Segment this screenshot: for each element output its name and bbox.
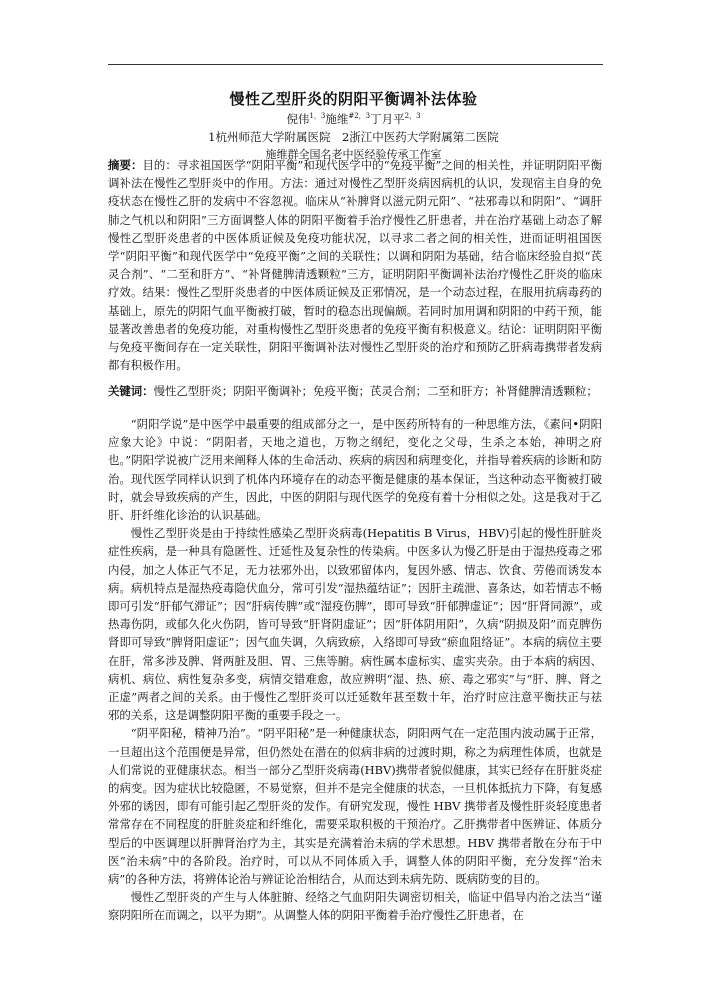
author-line	[0, 111, 707, 127]
author-2: 施维	[325, 112, 349, 126]
paper-title: 慢性乙型肝炎的阴阳平衡调补法体验	[229, 90, 478, 108]
abstract-label: 摘要：	[108, 158, 143, 172]
affiliations: 1杭州师范大学附属医院 2浙江中医药大学附属第二医院	[208, 130, 499, 144]
abstract	[108, 156, 602, 374]
author-1: 倪伟	[286, 112, 310, 126]
keywords-label: 关键词：	[108, 384, 154, 398]
author-3-affiliation: 2，3	[404, 112, 421, 121]
paragraph: “阴阳学说”是中医学中最重要的组成部分之一，是中医药所特有的一种思维方法，《素问•阴阳应象大论》中说：“阴阳者，天地之道也，万物之纲纪，变化之父母，生杀之本始，神明之府也。”阴阳学说被广泛用来阐释人体的生命活动、疾病的病因和病理变化，并指导着疾病的诊断和防治。现代医学同样认识到了机体内环境存在的动态平衡是健康的基本保证，当这种动态平衡被打破时，就会导致疾病的产生，因此，中医的阴阳与现代医学的免疫有着十分相似之处。这是我对于乙肝、肝纤维化诊治的认识基础。	[108, 417, 602, 523]
paragraph: 慢性乙型肝炎的产生与人体脏腑、经络之气血阴阳失调密切相关，临证中倡导内治之法当“谨察阴阳所在而调之，以平为期”。从调整人体的阴阳平衡着手治疗慢性乙肝患者，在	[108, 890, 602, 923]
paragraph: 慢性乙型肝炎是由于持续性感染乙型肝炎病毒(Hepatitis B Virus，HBV)引起的慢性肝脏炎症性疾病，是一种具有隐匿性、迁延性及复杂性的传染病。中医多认为慢乙肝是由于湿热疫毒之邪内侵，加之人体正气不足，无力祛邪外出，以致邪留体内，复因外感、情志、饮食、劳倦而诱发本病。病机特点是湿热疫毒隐伏血分，常可引发“湿热蕴结证”；因肝主疏泄、喜条达，如若情志不畅即可引发“肝郁气滞证”；因“肝病传脾”或“湿疫伤脾”，即可导致“肝郁脾虚证”；因“肝肾同源”，或热毒伤阴，或郁久化火伤阴，皆可导致“肝肾阴虚证”；因“肝体阴用阳”，久病“阴损及阳”而克脾伤肾即可导致“脾肾阳虚证”；因气血失调，久病致瘀，入络即可导致“瘀血阻络证”。本病的病位主要在肝，常多涉及脾、肾两脏及胆、胃、三焦等腑。病性属本虚标实、虚实夹杂。由于本病的病因、病机、病位、病性复杂多变，病情交错难愈，故应辨明“湿、热、瘀、毒之邪实”与“肝、脾、肾之正虚”两者之间的关系。由于慢性乙型肝炎可以迁延数年甚至数十年，治疗时应注意平衡扶正与祛邪的关系，这是调整阴阳平衡的重要手段之一。	[108, 526, 602, 723]
keywords	[108, 382, 602, 400]
body-text	[108, 415, 602, 925]
institution: 施维群全国名老中医经验传承工作室	[265, 148, 442, 161]
abstract-text: 目的：寻求祖国医学“阴阳平衡”和现代医学中的“免疫平衡”之间的相关性，并证明阴阳平衡调补法在慢性乙型肝炎中的作用。方法：通过对慢性乙型肝炎病因病机的认识，发现宿主自身的免疫状态在慢性乙肝的发病中不容忽视。临床从“补脾肾以滋元阴元阳”、“祛邪毒以和阴阳”、“调肝肺之气机以和阴阳”三方面调整人体的阴阳平衡着手治疗慢性乙肝患者，并在治疗基础上动态了解慢性乙型肝炎患者的中医体质证候及免疫功能状况，以寻求二者之间的相关性，进而证明祖国医学“阴阳平衡”和现代医学中“免疫平衡”之间的关联性；以调和阴阳为基础，结合临床经验自拟“芪灵合剂”、“二至和肝方”、“补肾健脾清透颗粒”三方，证明阴阳平衡调补法治疗慢性乙肝炎的临床疗效。结果：慢性乙型肝炎患者的中医体质证候及正邪情况，是一个动态过程，在服用抗病毒药的基础上，原先的阴阳气血平衡被打破，暂时的稳态出现偏颇。若同时加用调和阴阳的中药干预，能显著改善患者的免疫功能，对重构慢性乙型肝炎患者的免疫平衡有积极意义。结论：证明阴阳平衡与免疫平衡间存在一定关联性，阴阳平衡调补法对慢性乙型肝炎的治疗和预防乙肝病毒携带者发病都有积极作用。	[108, 158, 602, 373]
author-2-affiliation: #2，3	[348, 112, 371, 121]
keywords-text: 慢性乙型肝炎；阴阳平衡调补；免疫平衡；芪灵合剂；二至和肝方；补肾健脾清透颗粒；	[153, 384, 598, 398]
author-3: 丁月平	[370, 112, 405, 126]
header-rule	[108, 64, 603, 65]
paragraph: “阴平阳秘，精神乃治”。“阴平阳秘”是一种健康状态，阴阳两气在一定范围内波动属于正常，一旦超出这个范围便是异常，但仍然处在潜在的似病非病的过渡时期，称之为病理性体质，也就是人们常说的亚健康状态。相当一部分乙型肝炎病毒(HBV)携带者貌似健康，其实已经存在肝脏炎症的病变。因为症状比较隐匿，不易觉察，但并不是完全健康的状态，一旦机体抵抗力下降，有复感外邪的诱因，即有可能引起乙型肝炎的发作。有研究发现，慢性 HBV 携带者及慢性肝炎轻度患者常常存在不同程度的肝脏炎症和纤维化，需要采取积极的干预治疗。乙肝携带者中医辨证、体质分型后的中医调理以肝脾肾治疗为主，其实是充满着治未病的学术思想。HBV 携带者散在分布于中医“治未病”中的各阶段。治疗时，可以从不同体质入手，调整人体的阴阳平衡，充分发挥“治未病”的各种方法，将辨体论治与辨证论治相结合，从而达到未病先防、既病防变的目的。	[108, 726, 602, 887]
author-1-affiliation: 1，3	[309, 112, 326, 121]
